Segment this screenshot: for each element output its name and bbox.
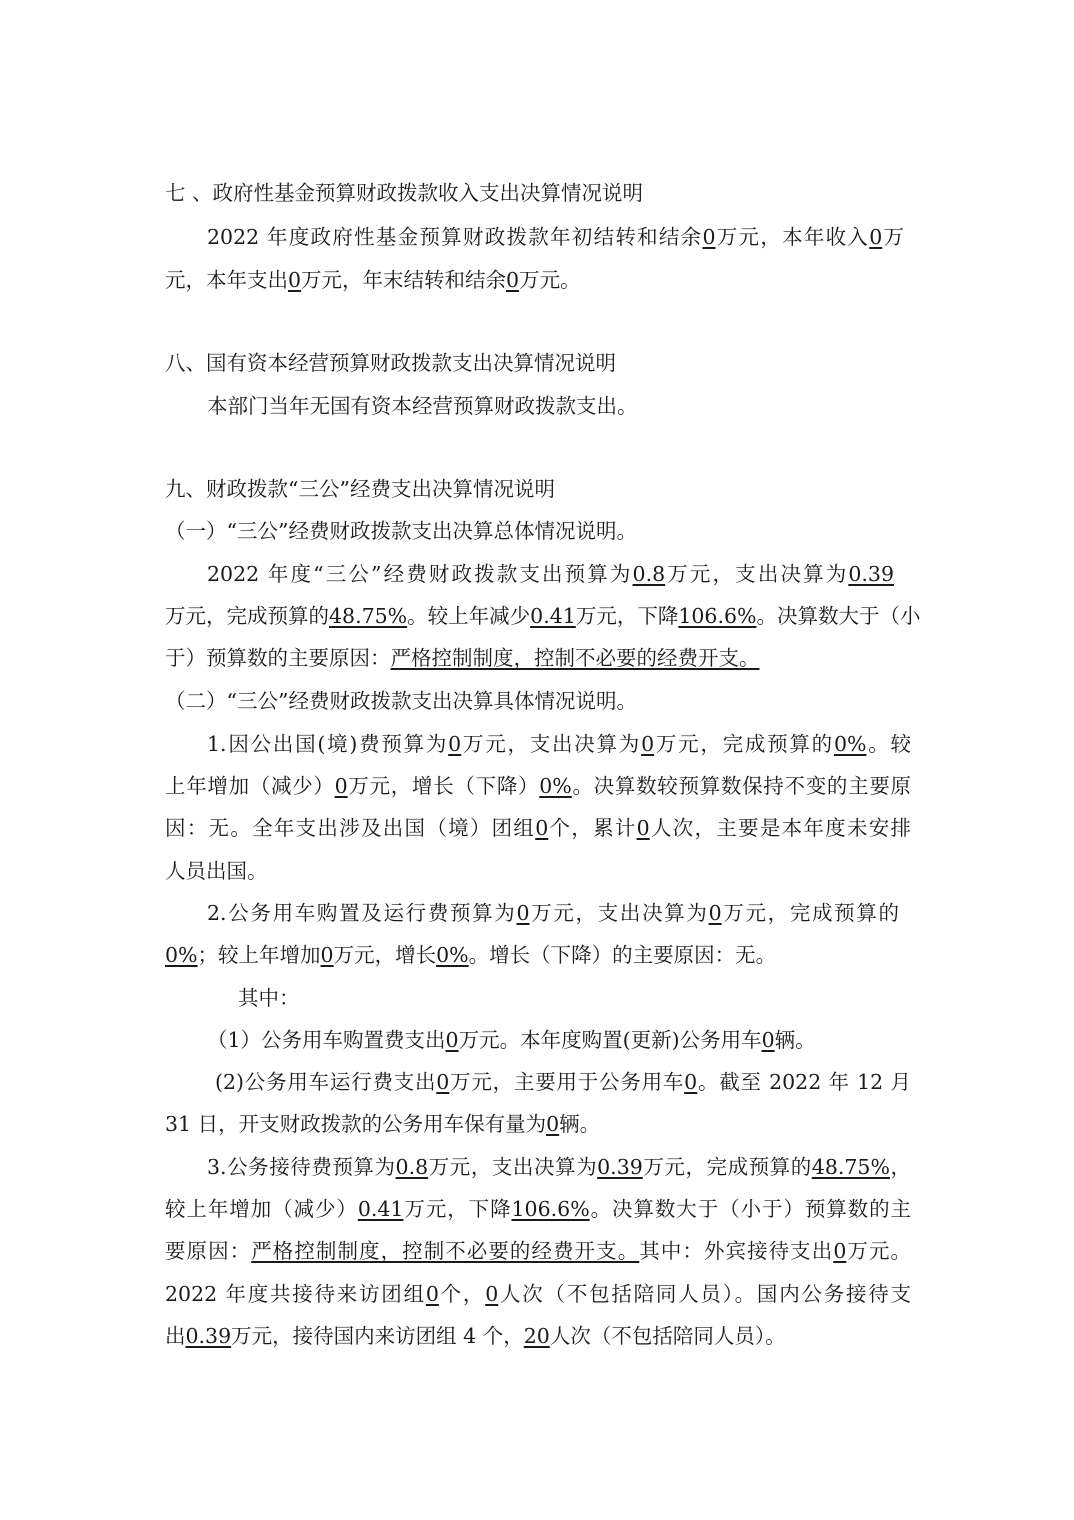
item-3-line-3: 要原因：严格控制制度，控制不必要的经费开支。其中：外宾接待支出0万元。 xyxy=(165,1239,912,1263)
item-3-line-1: 3.公务接待费预算为0.8万元，支出决算为0.39万元，完成预算的48.75%， xyxy=(207,1155,912,1179)
item-2-sub-1: （1）公务用车购置费支出0万元。本年度购置(更新)公务用车0辆。 xyxy=(207,1028,816,1052)
section-9-subheading-2: （二）“三公”经费财政拨款支出决算具体情况说明。 xyxy=(165,689,637,713)
section-9-heading: 九、财政拨款“三公”经费支出决算情况说明 xyxy=(165,477,555,501)
item-1-line-4: 人员出国。 xyxy=(165,859,268,883)
section-9-overall-line-1: 2022 年度“三公”经费财政拨款支出预算为0.8万元，支出决算为0.39 xyxy=(207,562,895,586)
section-7-heading: 七 、政府性基金预算财政拨款收入支出决算情况说明 xyxy=(165,181,644,205)
item-2-among-label: 其中： xyxy=(238,986,300,1010)
item-1-line-3: 因：无。全年支出涉及出国（境）团组0个，累计0人次，主要是本年度未安排 xyxy=(165,816,912,840)
item-3-line-4: 2022 年度共接待来访团组0个，0人次（不包括陪同人员）。国内公务接待支 xyxy=(165,1282,912,1306)
section-9-overall-line-3: 于）预算数的主要原因：严格控制制度，控制不必要的经费开支。 xyxy=(165,646,760,670)
section-8-paragraph: 本部门当年无国有资本经营预算财政拨款支出。 xyxy=(207,394,638,418)
section-7-paragraph-line-2: 元，本年支出0万元，年末结转和结余0万元。 xyxy=(165,268,581,292)
item-1-line-2: 上年增加（减少）0万元，增长（下降）0%。决算数较预算数保持不变的主要原 xyxy=(165,774,912,798)
item-2-line-2: 0%；较上年增加0万元，增长0%。增长（下降）的主要原因：无。 xyxy=(165,943,777,967)
section-7-paragraph-line-1: 2022 年度政府性基金预算财政拨款年初结转和结余0万元，本年收入0万 xyxy=(207,225,905,249)
item-3-line-5: 出0.39万元，接待国内来访团组 4 个，20人次（不包括陪同人员）。 xyxy=(165,1324,786,1348)
section-8-heading: 八、国有资本经营预算财政拨款支出决算情况说明 xyxy=(165,351,616,375)
item-2-line-1: 2.公务用车购置及运行费预算为0万元，支出决算为0万元，完成预算的 xyxy=(207,901,900,925)
section-9-overall-line-2: 万元，完成预算的48.75%。较上年减少0.41万元，下降106.6%。决算数大于（小 xyxy=(165,604,921,628)
item-1-line-1: 1.因公出国(境)费预算为0万元，支出决算为0万元，完成预算的0%。较 xyxy=(207,732,912,756)
item-3-line-2: 较上年增加（减少）0.41万元，下降106.6%。决算数大于（小于）预算数的主 xyxy=(165,1197,912,1221)
item-2-sub-2-line-1: (2)公务用车运行费支出0万元，主要用于公务用车0。截至 2022 年 12 月 xyxy=(215,1070,912,1094)
item-2-sub-2-line-2: 31 日，开支财政拨款的公务用车保有量为0辆。 xyxy=(165,1112,601,1136)
section-9-subheading-1: （一）“三公”经费财政拨款支出决算总体情况说明。 xyxy=(165,519,637,543)
